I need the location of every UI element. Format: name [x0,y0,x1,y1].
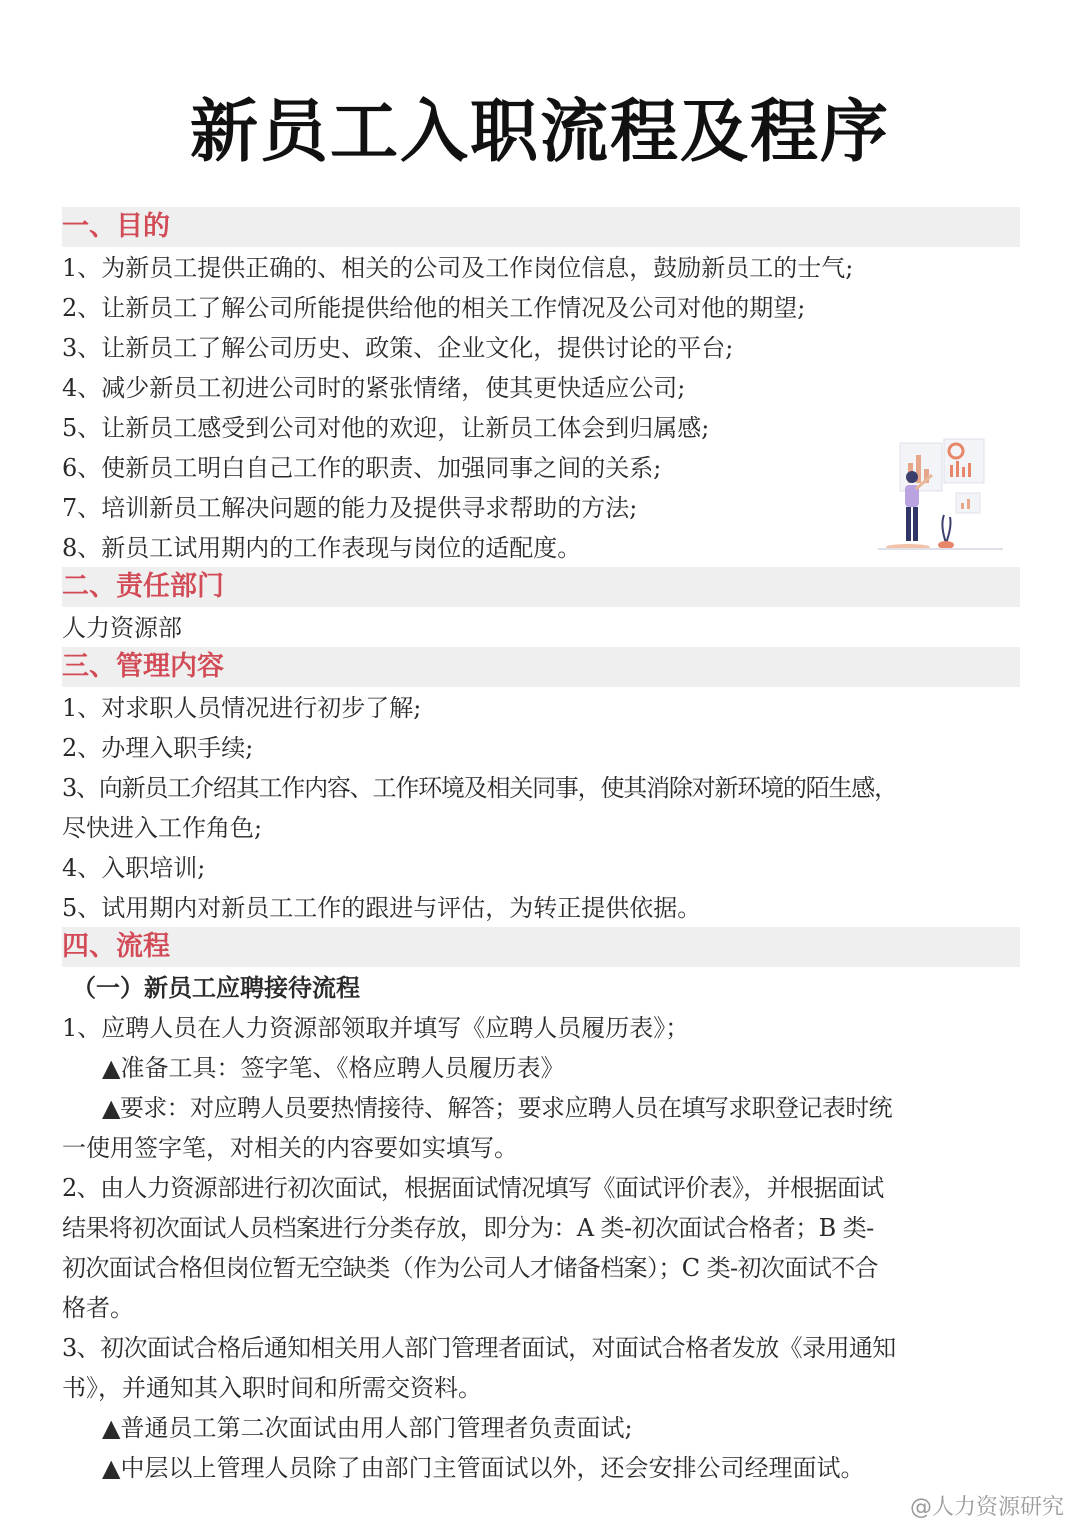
section-heading-department: 二、责任部门 [62,571,224,602]
paragraph-line: 书》，并通知其入职时间和所需交资料。 [62,1374,482,1402]
paragraph-line: 一使用签字笔，对相关的内容要如实填写。 [62,1134,518,1162]
list-item: 5、让新员工感受到公司对他的欢迎，让新员工体会到归属感; [62,414,710,442]
paragraph-line: 初次面试合格但岗位暂无空缺类（作为公司人才储备档案）；C 类-初次面试不合 [62,1254,878,1282]
list-item: 2、让新员工了解公司所能提供给他的相关工作情况及公司对他的期望; [62,294,806,322]
paragraph-line: 3、初次面试合格后通知相关用人部门管理者面试，对面试合格者发放《录用通知 [62,1334,896,1362]
list-item: 1、为新员工提供正确的、相关的公司及工作岗位信息，鼓励新员工的士气; [62,254,854,282]
list-item: 1、对求职人员情况进行初步了解; [62,694,422,722]
section-heading-purpose: 一、目的 [62,211,170,242]
bullet-line: ▲中层以上管理人员除了由部门主管面试以外，还会安排公司经理面试。 [102,1454,865,1482]
bullet-line: ▲准备工具：签字笔、《格应聘人员履历表》 [102,1054,565,1082]
section-heading-management: 三、管理内容 [62,651,224,682]
list-item: 6、使新员工明白自己工作的职责、加强同事之间的关系; [62,454,662,482]
list-item: 3、向新员工介绍其工作内容、工作环境及相关同事，使其消除对新环境的陌生感， [62,774,897,802]
list-item: 2、办理入职手续; [62,734,254,762]
section-bar [62,927,1020,967]
list-item: 8、新员工试用期内的工作表现与岗位的适配度。 [62,534,582,562]
subsection-title: （一）新员工应聘接待流程 [72,974,360,1002]
bullet-line: ▲普通员工第二次面试由用人部门管理者负责面试; [102,1414,633,1442]
section-bar [62,207,1020,247]
paragraph-line: 1、应聘人员在人力资源部领取并填写《应聘人员履历表》； [62,1014,690,1042]
list-item: 4、减少新员工初进公司时的紧张情绪，使其更快适应公司; [62,374,686,402]
paragraph-line: 格者。 [62,1294,134,1322]
list-item: 4、入职培训; [62,854,206,882]
watermark: @人力资源研究 [909,1495,1064,1520]
list-item: 3、让新员工了解公司历史、政策、企业文化，提供讨论的平台; [62,334,734,362]
section-heading-process: 四、流程 [62,931,170,962]
woman-presenting-chart-illustration [878,435,1008,555]
paragraph-line: 2、由人力资源部进行初次面试，根据面试情况填写《面试评价表》，并根据面试 [62,1174,884,1202]
department-text: 人力资源部 [62,614,182,642]
paragraph-line: 结果将初次面试人员档案进行分类存放，即分为：A 类-初次面试合格者；B 类- [62,1214,874,1242]
page-title: 新员工入职流程及程序 [189,93,890,172]
list-item: 5、试用期内对新员工工作的跟进与评估，为转正提供依据。 [62,894,702,922]
list-item: 7、培训新员工解决问题的能力及提供寻求帮助的方法; [62,494,638,522]
list-item: 尽快进入工作角色; [62,814,263,842]
bullet-line: ▲要求：对应聘人员要热情接待、解答；要求应聘人员在填写求职登记表时统 [102,1094,893,1122]
